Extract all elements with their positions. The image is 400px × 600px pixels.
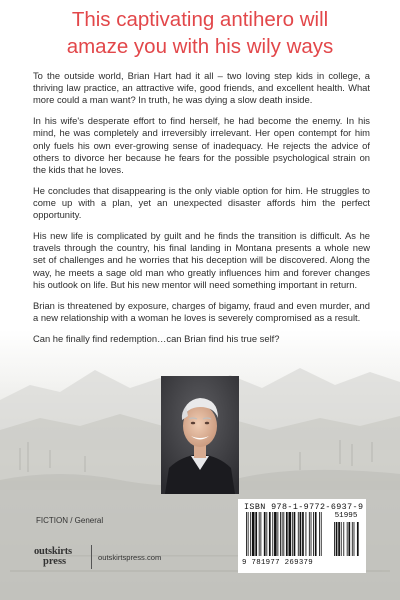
publisher-divider — [91, 545, 92, 569]
publisher-logo-line-1: outskirts — [34, 546, 72, 557]
barcode-bar — [289, 512, 292, 556]
barcode-bar — [282, 512, 283, 556]
barcode-bar — [292, 512, 293, 556]
headline-line-2: amaze you with his wily ways — [66, 35, 334, 58]
headline — [0, 6, 400, 60]
barcode-bar — [280, 512, 281, 556]
headline-line-1: This captivating antihero will — [71, 8, 329, 31]
barcode-digits: 9 781977 269379 — [242, 559, 314, 567]
barcode-bar — [266, 512, 267, 556]
closing-question: Can he finally find redemption…can Brian find his true self? — [33, 332, 280, 344]
barcode-bar — [354, 522, 355, 556]
price-code: 51995 — [334, 512, 358, 520]
barcode-image — [244, 512, 362, 560]
barcode-bar — [252, 512, 255, 556]
synopsis-paragraph-3: He concludes that disappearing is the only viable option for him. He struggles to come up with a plan, yet an unexpected disaster affords him the perfect opportunity. — [33, 184, 370, 221]
isbn-label: ISBN 978-1-9772-6937-9 — [244, 502, 364, 512]
publisher-url: outskirtspress.com — [98, 552, 162, 562]
barcode-bar — [294, 512, 296, 556]
barcode-bar — [269, 512, 271, 556]
barcode-bar — [343, 522, 344, 556]
barcode-bar — [348, 522, 350, 556]
synopsis-paragraph-1: To the outside world, Brian Hart had it all – two loving step kids in college, a thriving law practice, an attractive wife, good friends, and excellent health. What more could a man want? In truth, he was dying a slow death inside. — [33, 70, 370, 106]
barcode-bar — [300, 512, 302, 556]
barcode-bar — [250, 512, 251, 556]
genre-label: FICTION / General — [36, 516, 104, 525]
barcode-bar — [315, 512, 317, 556]
barcode-bar — [274, 512, 277, 556]
barcode-bar — [321, 512, 322, 556]
barcode-bar — [309, 512, 310, 556]
barcode-bar — [277, 512, 278, 556]
barcode-bar — [248, 512, 249, 556]
barcode-bar — [319, 512, 320, 556]
barcode-bar — [286, 512, 288, 556]
synopsis-paragraph-4: His new life is complicated by guilt and he finds the transition is difficult. As he travels through the country, his final landing in Montana presents a whole new set of challenges and he worries that his deception will be discovered. Along the way, he meets a sage old man who greatly influences him and forever changes his outlook on life. But his new mentor will need something important in return. — [33, 230, 370, 290]
barcode-bar — [347, 522, 348, 556]
barcode-bar — [283, 512, 284, 556]
barcode-bar — [302, 512, 304, 556]
barcode-bar — [357, 522, 359, 556]
barcode-bar — [338, 522, 340, 556]
barcode-bar — [298, 512, 299, 556]
publisher-logo-line-2: press — [43, 556, 67, 567]
publisher-logo — [34, 547, 86, 567]
barcode-bar — [260, 512, 261, 556]
barcode-bar — [264, 512, 266, 556]
synopsis-paragraph-5: Brian is threatened by exposure, charges of bigamy, fraud and even murder, and a new relationship with a woman he loves is severely compromised as a result. — [33, 299, 370, 323]
barcode-bar — [246, 512, 247, 556]
barcode-bar — [313, 512, 314, 556]
barcode-bar — [272, 512, 273, 556]
barcode-bar — [255, 512, 257, 556]
publisher-block — [34, 543, 161, 571]
barcode-bar — [259, 512, 260, 556]
barcode-bar — [334, 522, 335, 556]
barcode-bar — [352, 522, 353, 556]
synopsis-paragraph-2: In his wife's desperate effort to find herself, he had become the enemy. In his mind, he was completely and irreversibly irrelevant. Her open contempt for him only fuels his own ever-growing sense of inadequacy. He rejects the advice of others to divorce her because he fears for the possible psychological strain on the kids that he loves. — [33, 115, 370, 176]
barcode-bar — [311, 512, 312, 556]
barcode-block — [238, 499, 366, 573]
barcode-bar — [336, 522, 338, 556]
barcode-bar — [341, 522, 342, 556]
barcode-bar — [306, 512, 307, 556]
author-photo — [161, 376, 239, 494]
synopsis — [33, 70, 370, 353]
